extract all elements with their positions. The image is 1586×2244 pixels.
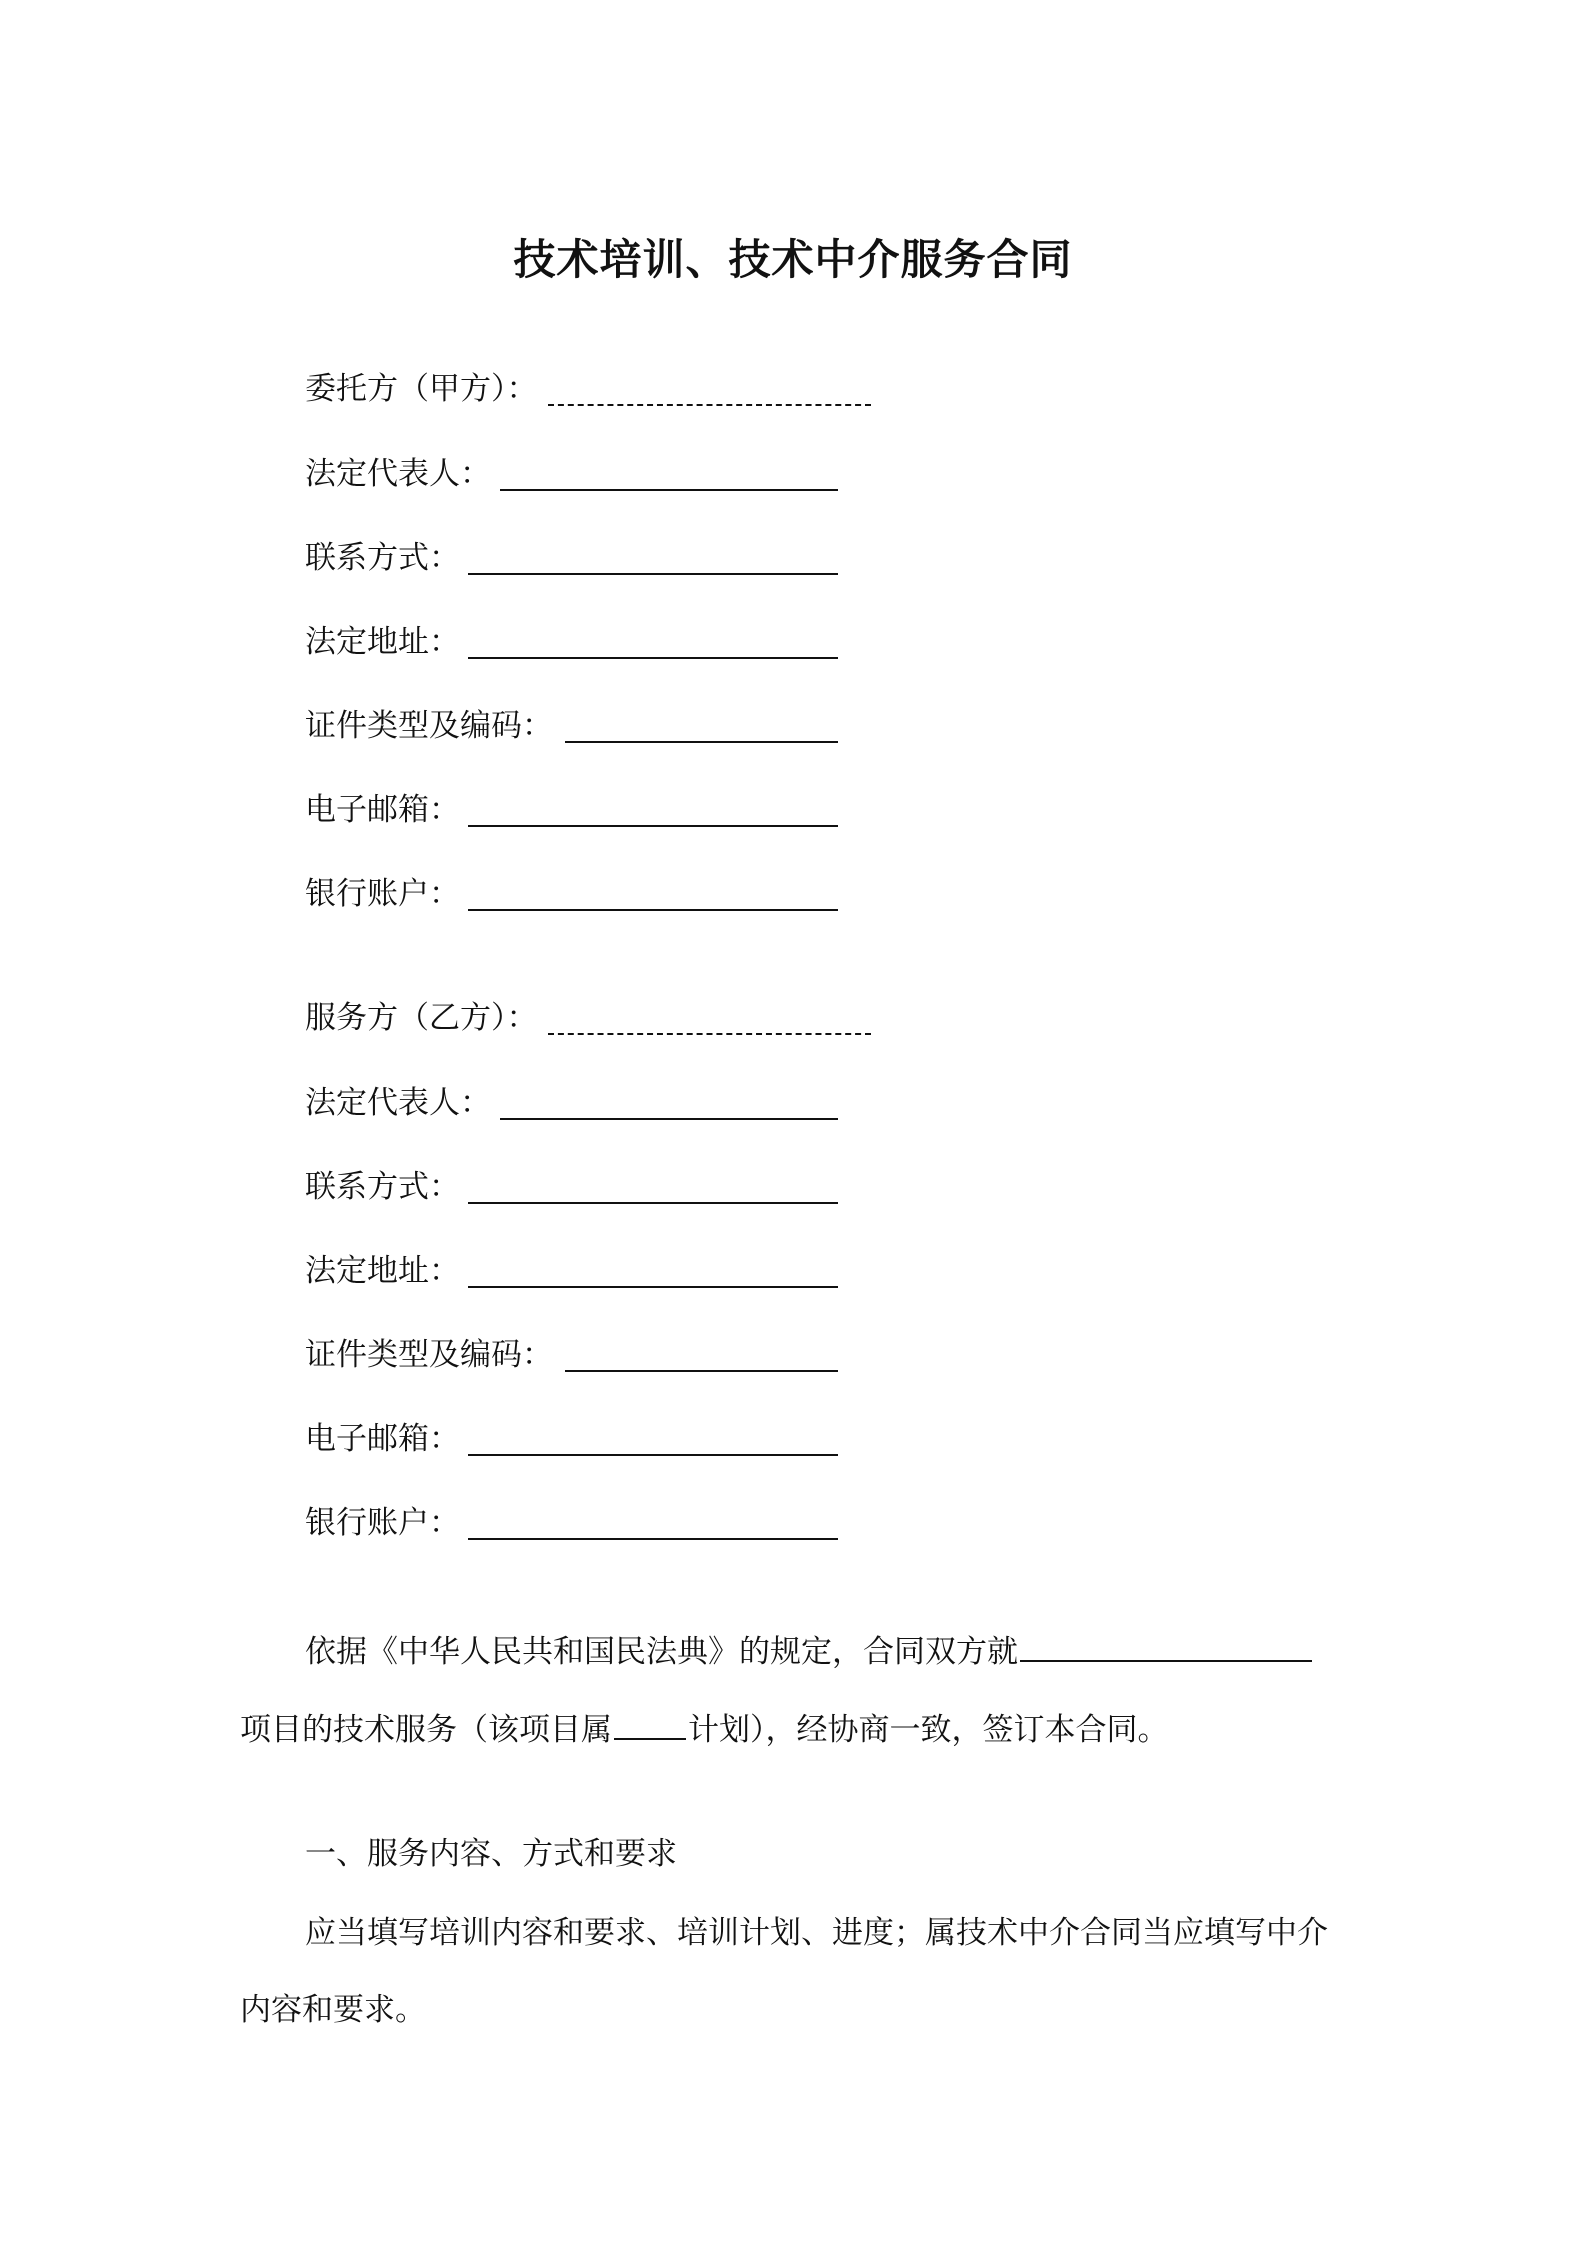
party-b-heading: 服务方（乙方）： (305, 1000, 538, 1036)
party-a-heading: 委托方（甲方）： (305, 371, 538, 407)
preamble-line-1 (305, 1629, 1314, 1675)
party-a-address-label: 法定地址： (305, 624, 460, 660)
party-a-legal-rep-input-line[interactable] (500, 489, 838, 491)
party-a-bank-label: 银行账户： (305, 876, 460, 912)
project-name-blank[interactable] (1020, 1630, 1312, 1662)
party-a-bank-input-line[interactable] (468, 909, 838, 911)
party-b-bank-input-line[interactable] (468, 1538, 838, 1540)
party-b-legal-rep-input-line[interactable] (500, 1118, 838, 1120)
party-a-contact-input-line[interactable] (468, 573, 838, 575)
section-1-heading: 一、服务内容、方式和要求 (305, 1836, 677, 1872)
party-b-bank-label: 银行账户： (305, 1505, 460, 1541)
party-a-email-input-line[interactable] (468, 825, 838, 827)
preamble-line-2 (240, 1707, 1169, 1753)
party-b-id-label: 证件类型及编码： (305, 1337, 553, 1373)
plan-name-blank[interactable] (614, 1708, 686, 1740)
preamble-text-1: 依据《中华人民共和国民法典》的规定，合同双方就 (305, 1634, 1018, 1670)
preamble-text-2a: 项目的技术服务（该项目属 (240, 1712, 612, 1748)
party-b-legal-rep-label: 法定代表人： (305, 1085, 491, 1121)
party-a-legal-rep-label: 法定代表人： (305, 456, 491, 492)
party-b-email-input-line[interactable] (468, 1454, 838, 1456)
party-b-contact-input-line[interactable] (468, 1202, 838, 1204)
section-1-body-line-2: 内容和要求。 (240, 1992, 426, 2028)
document-title: 技术培训、技术中介服务合同 (513, 235, 1073, 284)
party-a-contact-label: 联系方式： (305, 540, 460, 576)
party-b-contact-label: 联系方式： (305, 1169, 460, 1205)
party-b-name-input-line[interactable] (548, 1033, 871, 1035)
party-a-address-input-line[interactable] (468, 657, 838, 659)
party-b-email-label: 电子邮箱： (305, 1421, 460, 1457)
party-a-name-input-line[interactable] (548, 404, 871, 406)
party-b-address-input-line[interactable] (468, 1286, 838, 1288)
party-a-email-label: 电子邮箱： (305, 792, 460, 828)
section-1-body-line-1: 应当填写培训内容和要求、培训计划、进度；属技术中介合同当应填写中介 (305, 1915, 1328, 1951)
party-a-id-input-line[interactable] (565, 741, 838, 743)
preamble-text-2b: 计划），经协商一致，签订本合同。 (688, 1712, 1169, 1748)
party-b-address-label: 法定地址： (305, 1253, 460, 1289)
party-b-id-input-line[interactable] (565, 1370, 838, 1372)
party-a-id-label: 证件类型及编码： (305, 708, 553, 744)
